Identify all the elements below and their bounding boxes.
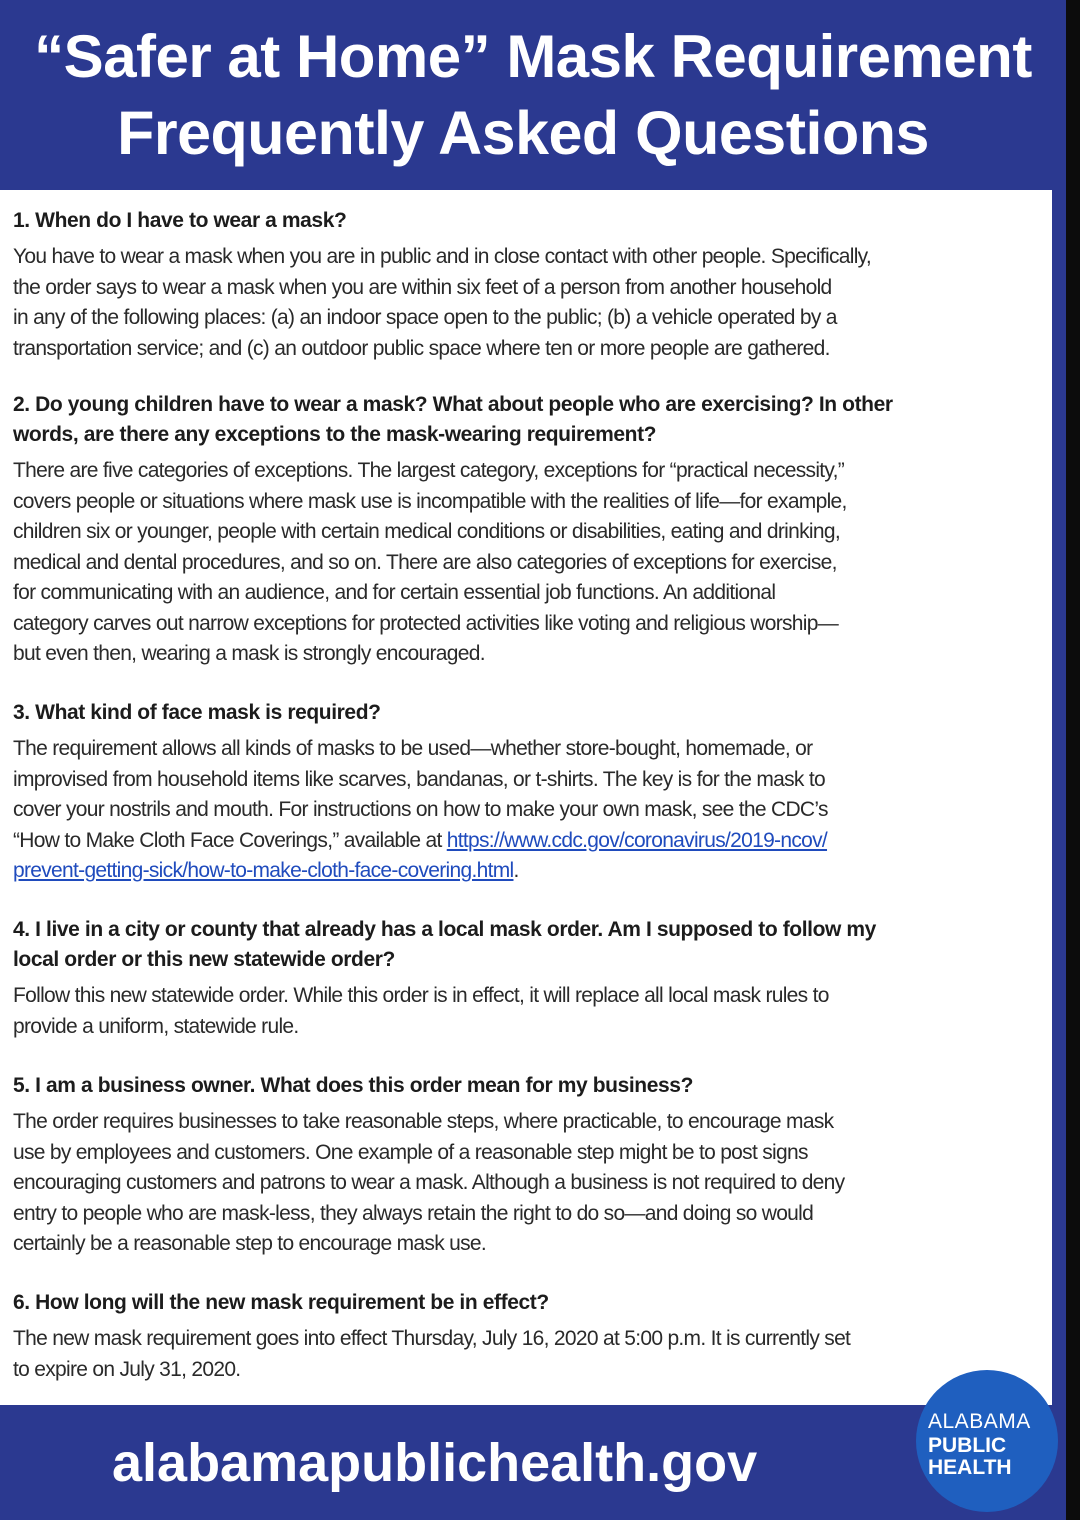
- faq-question: 6. How long will the new mask requirement be in effect?: [13, 1291, 549, 1314]
- faq-item-2: [13, 390, 1038, 670]
- faq-answer: The order requires businesses to take reasonable steps, where practicable, to encourage mask use by employees and customers. One example of a reasonable step might be to post signs encouraging customers and patrons to wear a mask. Although a business is not required to deny entry to people who are mask-less, they always retain the right to do so—and doing so would certainly be a reasonable step to encourage mask use.: [13, 1110, 845, 1255]
- faq-panel: [0, 190, 1052, 1405]
- cdc-link-continued[interactable]: prevent-getting-sick/how-to-make-cloth-face-covering.html: [13, 859, 514, 882]
- faq-item-1: [13, 206, 1038, 364]
- faq-question: 2. Do young children have to wear a mask? What about people who are exercising? In other words, are there any exceptions to the mask-wearing requirement?: [13, 393, 893, 446]
- page-header: [0, 0, 1066, 190]
- faq-question: 5. I am a business owner. What does this order mean for my business?: [13, 1074, 693, 1097]
- faq-question: 4. I live in a city or county that already has a local mask order. Am I supposed to follow my local order or this new statewide order?: [13, 918, 876, 971]
- faq-answer: You have to wear a mask when you are in public and in close contact with other people. Specifically, the order says to wear a mask when you are within six feet of a person from another household in any of the following places: (a) an indoor space open to the public; (b) a vehicle operated by a transportation service; and (c) an outdoor public space where ten or more people are gathered.: [13, 245, 872, 360]
- right-edge-strip: [1066, 0, 1080, 1520]
- faq-item-4: [13, 915, 1038, 1042]
- alabama-public-health-logo: ALABAMA PUBLIC HEALTH: [916, 1370, 1058, 1512]
- faq-item-3: [13, 698, 1038, 887]
- faq-answer: There are five categories of exceptions. The largest category, exceptions for “practical necessity,” covers people or situations where mask use is incompatible with the realities of life—for example, children six or younger, people with certain medical conditions or disabilities, eating and drinking, medical and dental procedures, and so on. There are also categories of exceptions for exercise, for communicating with an audience, and for certain essential job functions. An additional category carves out narrow exceptions for protected activities like voting and religious worship— but even then, wearing a mask is strongly encouraged.: [13, 459, 847, 665]
- faq-item-6: [13, 1288, 1038, 1385]
- faq-item-5: [13, 1071, 1038, 1260]
- faq-answer: The new mask requirement goes into effect Thursday, July 16, 2020 at 5:00 p.m. It is currently set to expire on July 31, 2020.: [13, 1327, 851, 1381]
- faq-question: 3. What kind of face mask is required?: [13, 701, 381, 724]
- page-title: “Safer at Home” Mask Requirement: [34, 23, 1032, 90]
- faq-question: 1. When do I have to wear a mask?: [13, 209, 347, 232]
- page-subtitle: Frequently Asked Questions: [117, 99, 929, 167]
- faq-answer: Follow this new statewide order. While this order is in effect, it will replace all local mask rules to provide a uniform, statewide rule.: [13, 984, 829, 1038]
- website-url[interactable]: alabamapublichealth.gov: [112, 1433, 758, 1493]
- faq-answer: The requirement allows all kinds of masks to be used—whether store-bought, homemade, or improvised from household items like scarves, bandanas, or t-shirts. The key is for the mask to cover your nostrils and mouth. For instructions on how to make your own mask, see the CDC’s “How to Make Cloth Face Coverings,” available at https://www.cdc.gov/coronavirus/2019-ncov/ prevent-getting-sick/how-to-make-cloth-face-covering.html.: [13, 737, 828, 882]
- cdc-link[interactable]: https://www.cdc.gov/coronavirus/2019-ncov/: [446, 828, 828, 852]
